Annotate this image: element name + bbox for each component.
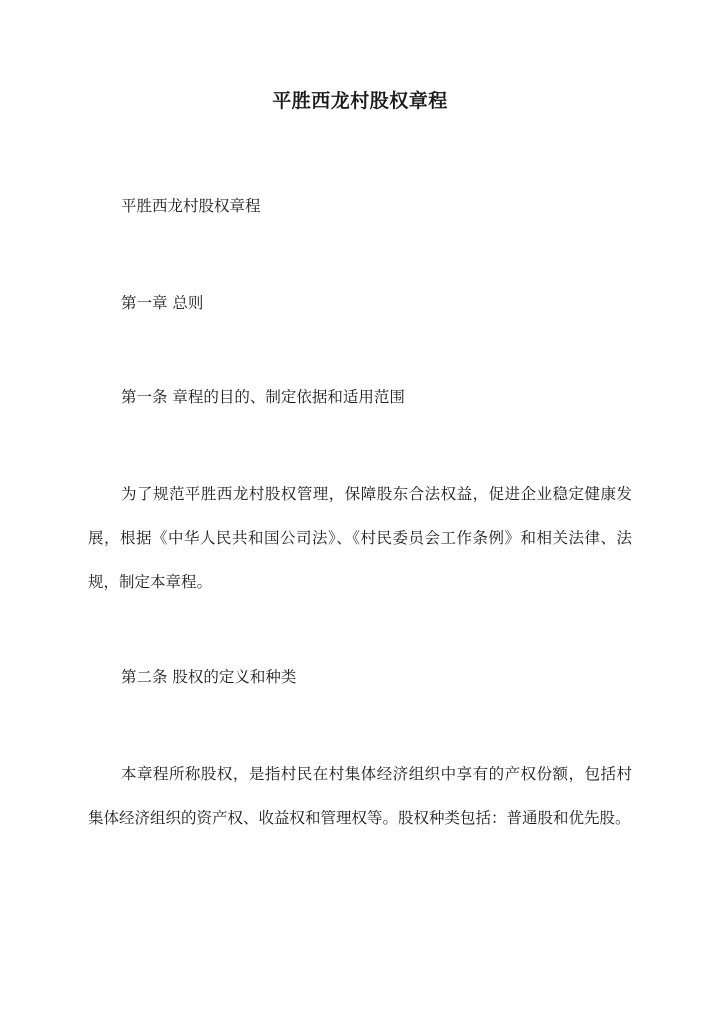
chapter-heading: 第一章 总则 [121,294,204,312]
document-title: 平胜西龙村股权章程 [272,90,448,112]
article-2-paragraph: 本章程所称股权，是指村民在村集体经济组织中享有的产权份额，包括村集体经济组织的资产权、收益权和管理权等。股权种类包括：普通股和优先股。 [88,765,632,827]
article-1-paragraph: 为了规范平胜西龙村股权管理，保障股东合法权益，促进企业稳定健康发展，根据《中华人民共和国公司法》、《村民委员会工作条例》和相关法律、法规，制定本章程。 [88,485,632,591]
document-subtitle: 平胜西龙村股权章程 [121,197,261,215]
article-2-heading: 第二条 股权的定义和种类 [121,668,297,686]
article-1-heading: 第一条 章程的目的、制定依据和适用范围 [121,388,405,406]
